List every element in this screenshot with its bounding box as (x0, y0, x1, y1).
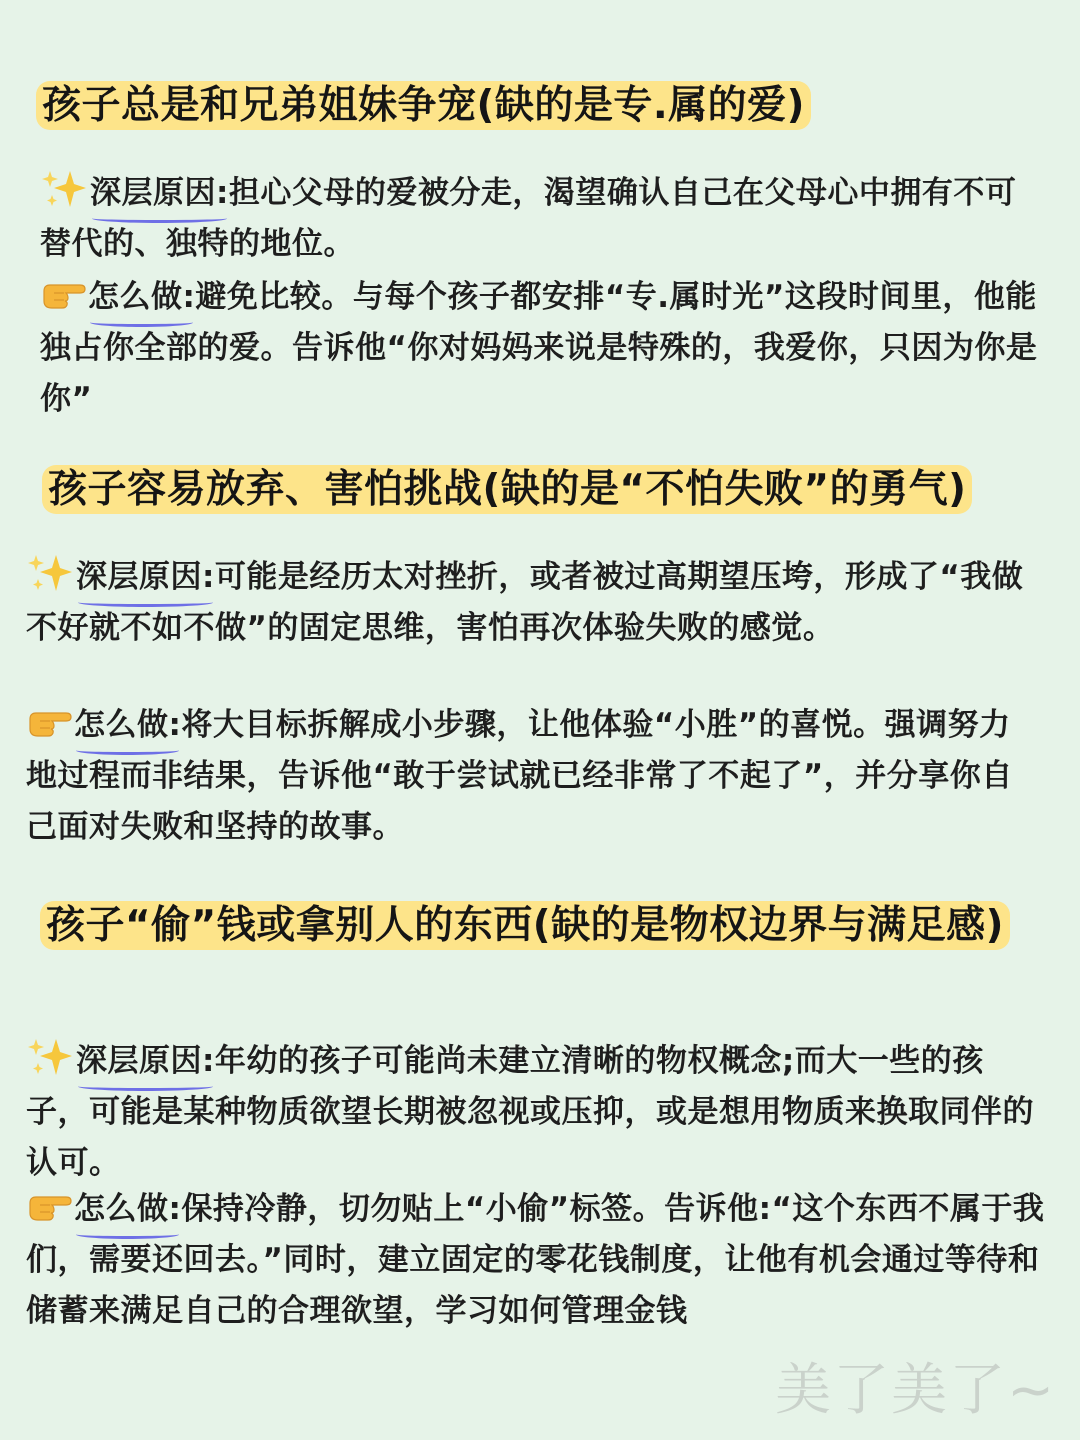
watermark: 美了美了~ (775, 1358, 1056, 1423)
section-3-title: 孩子“偷”钱或拿别人的东西(缺的是物权边界与满足感) (40, 901, 1010, 950)
section-3-action-text: 保持冷静，切勿贴上“小偷”标签。告诉他:“这个东西不属于我们，需要还回去。”同时，建立固定的零花钱制度，让他有机会通过等待和储蓄来满足自己的合理欲望，学习如何管理金钱 (26, 1191, 1045, 1329)
section-2-action-text: 将大目标拆解成小步骤，让他体验“小胜”的喜悦。强调努力地过程而非结果，告诉他“敢于尝试就已经非常了不起了”，并分享你自己面对失败和坚持的故事。 (26, 707, 1013, 845)
section-3-action-label: 怎么做: (74, 1184, 181, 1235)
pointing-hand-icon (26, 1189, 72, 1223)
section-2-reason-label: 深层原因: (76, 552, 215, 603)
section-1-action-text: 避免比较。与每个孩子都安排“专.属时光”这段时间里，他能独占你全部的爱。告诉他“你对妈妈来说是特殊的，我爱你，只因为你是你” (40, 279, 1038, 417)
sparkles-icon (26, 553, 74, 593)
section-1-action (40, 272, 1040, 425)
section-2-action-label: 怎么做: (74, 700, 181, 751)
section-1-reason-text: 担心父母的爱被分走，渴望确认自己在父母心中拥有不可替代的、独特的地位。 (40, 175, 1017, 262)
section-1-reason (40, 168, 1040, 270)
section-2-title: 孩子容易放弃、害怕挑战(缺的是“不怕失败”的勇气) (42, 465, 972, 514)
section-3-action (26, 1184, 1046, 1337)
section-1-title: 孩子总是和兄弟姐妹争宠(缺的是专.属的爱) (36, 81, 811, 130)
section-2-title-block (42, 462, 1062, 518)
sparkles-icon (26, 1037, 74, 1077)
section-3-reason (26, 1036, 1046, 1189)
pointing-hand-icon (40, 277, 86, 311)
section-2-action (26, 700, 1026, 853)
pointing-hand-icon (26, 705, 72, 739)
section-3-title-block (40, 898, 1020, 954)
section-3-reason-label: 深层原因: (76, 1036, 215, 1087)
section-1-title-block (36, 78, 1046, 134)
section-1-action-label: 怎么做: (88, 272, 195, 323)
section-2-reason (26, 552, 1026, 654)
section-3-reason-text: 年幼的孩子可能尚未建立清晰的物权概念;而大一些的孩子，可能是某种物质欲望长期被忽视或压抑，或是想用物质来换取同伴的认可。 (26, 1043, 1034, 1181)
section-2-reason-text: 可能是经历太对挫折，或者被过高期望压垮，形成了“我做不好就不如不做”的固定思维，害怕再次体验失败的感觉。 (26, 559, 1024, 646)
sparkles-icon (40, 169, 88, 209)
section-1-reason-label: 深层原因: (90, 168, 229, 219)
